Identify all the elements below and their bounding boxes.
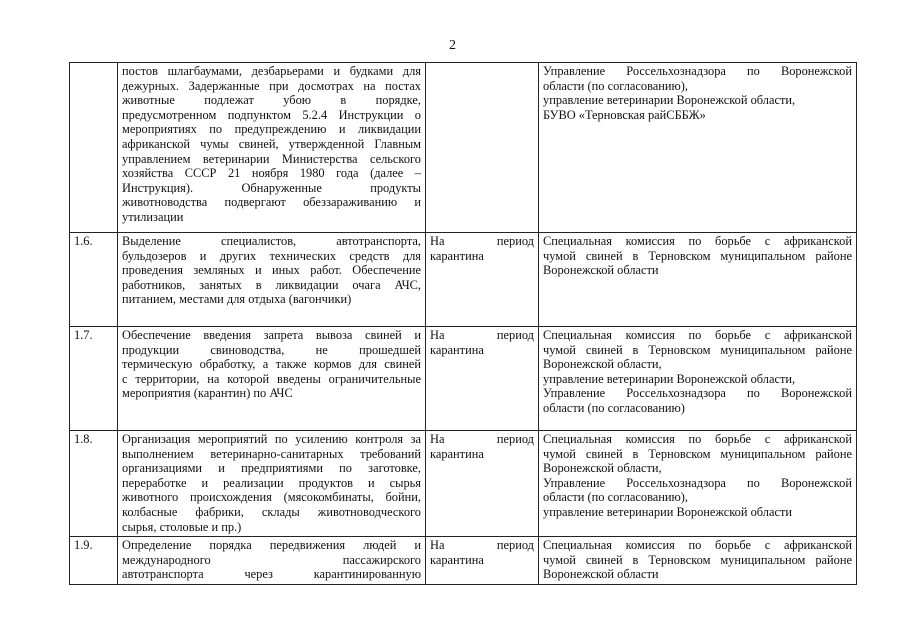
term-line: карантина: [430, 342, 484, 357]
action-line: организациями и предприятиями по заготовке,: [122, 461, 421, 476]
term-line: карантина: [430, 248, 484, 263]
table-row: [70, 233, 857, 327]
responsible-line: области (по согласованию): [543, 400, 685, 415]
term-cell: [426, 327, 539, 431]
responsible-line: чумой свиней в Терновском муниципальном районе: [543, 248, 852, 263]
responsible-line: Специальная комиссия по борьбе с африканской: [543, 328, 852, 342]
action-cell: [118, 431, 426, 537]
row-number: 1.6.: [70, 233, 118, 327]
action-line: питанием, местами для отдыха (вагончики): [122, 292, 352, 307]
action-line: хозяйства СССР 21 ноября 1980 года (далее –: [122, 166, 421, 181]
term-line: На период: [430, 328, 534, 342]
action-cell: [118, 63, 426, 233]
action-line: Организация мероприятий по усилению контроля за: [122, 432, 421, 446]
action-line: Выделение специалистов, автотранспорта,: [122, 234, 421, 248]
table-row: [70, 431, 857, 537]
responsible-line: Воронежской области,: [543, 357, 662, 372]
action-line: переработке и реализации продуктов и сырья: [122, 475, 421, 490]
responsible-cell: [539, 431, 857, 537]
action-line: Определение порядка передвижения людей и: [122, 538, 421, 553]
action-line: дежурных. Задержанные при досмотрах на постах: [122, 78, 421, 93]
responsible-line: чумой свиней в Терновском муниципальном районе: [543, 552, 852, 567]
action-line: термическую обработку, а также кормов для свиней: [122, 357, 421, 372]
responsible-line: Специальная комиссия по борьбе с африканской: [543, 234, 852, 248]
term-cell: [426, 537, 539, 585]
responsible-line: чумой свиней в Терновском муниципальном районе: [543, 342, 852, 357]
action-line: животноводства подвергают обеззараживанию и: [122, 195, 421, 210]
action-line: работников, занятых в ликвидации очага АЧС,: [122, 277, 421, 292]
term-line: На период: [430, 432, 534, 446]
action-line: управлением ветеринарии Министерства сельского: [122, 151, 421, 166]
table-row: [70, 63, 857, 233]
responsible-cell: [539, 63, 857, 233]
table-row: [70, 537, 857, 585]
responsible-cell: [539, 327, 857, 431]
action-line: постов шлагбаумами, дезбарьерами и будками для: [122, 64, 421, 78]
responsible-cell: [539, 537, 857, 585]
action-line: Инструкция). Обнаруженные продукты: [122, 180, 421, 195]
term-line: На период: [430, 234, 534, 248]
action-cell: [118, 537, 426, 585]
action-line: колбасные фабрики, склады животноводческого: [122, 504, 421, 519]
action-line: мероприятия (карантин) по АЧС: [122, 386, 293, 401]
action-cell: [118, 327, 426, 431]
responsible-line: управление ветеринарии Воронежской области,: [543, 371, 796, 386]
action-line: животного происхождения (мясокомбинаты, бойни,: [122, 490, 421, 505]
action-line: продукции свиноводства, не прошедшей: [122, 342, 421, 357]
responsible-line: управление ветеринарии Воронежской области,: [543, 93, 796, 108]
term-line: карантина: [430, 446, 484, 461]
action-line: бульдозеров и других технических средств для: [122, 248, 421, 263]
responsible-line: управление ветеринарии Воронежской области: [543, 504, 793, 519]
responsible-line: Управление Россельхознадзора по Воронежской: [543, 64, 852, 78]
page-number: 2: [449, 38, 456, 53]
term-cell: [426, 431, 539, 537]
responsible-line: Специальная комиссия по борьбе с африканской: [543, 432, 852, 446]
measures-table: [69, 62, 857, 585]
responsible-line: Специальная комиссия по борьбе с африканской: [543, 538, 852, 553]
action-line: сырья, столовые и пр.): [122, 519, 242, 534]
action-line: Обеспечение введения запрета вывоза свиней и: [122, 328, 421, 342]
responsible-line: Воронежской области,: [543, 461, 662, 476]
action-line: автотранспорта через карантинированную: [122, 567, 421, 582]
action-line: с территории, на которой введены ограничительные: [122, 371, 421, 386]
responsible-line: Управление Россельхознадзора по Воронежской: [543, 475, 852, 490]
row-number: 1.7.: [70, 327, 118, 431]
action-line: мероприятиях по предупреждению и ликвидации: [122, 122, 421, 137]
action-line: предусмотренном подпунктом 5.2.4 Инструкции о: [122, 107, 421, 122]
term-line: На период: [430, 538, 534, 553]
responsible-line: области (по согласованию),: [543, 78, 689, 93]
responsible-line: БУВО «Терновская райСББЖ»: [543, 107, 706, 122]
row-number: [70, 63, 118, 233]
action-line: животные подлежат убою в порядке,: [122, 93, 421, 108]
responsible-line: области (по согласованию),: [543, 490, 689, 505]
responsible-line: Управление Россельхознадзора по Воронежской: [543, 386, 852, 401]
row-number: 1.8.: [70, 431, 118, 537]
term-cell: [426, 233, 539, 327]
action-line: проведения земляных и иных работ. Обеспечение: [122, 263, 421, 278]
responsible-line: чумой свиней в Терновском муниципальном районе: [543, 446, 852, 461]
responsible-line: Воронежской области: [543, 567, 659, 582]
responsible-line: Воронежской области: [543, 263, 659, 278]
action-line: утилизации: [122, 209, 184, 224]
action-line: африканской чумы свиней, утвержденной Главным: [122, 136, 421, 151]
term-cell: [426, 63, 539, 233]
responsible-cell: [539, 233, 857, 327]
row-number: 1.9.: [70, 537, 118, 585]
action-line: выполнением ветеринарно-санитарных требований: [122, 446, 421, 461]
table-row: [70, 327, 857, 431]
action-line: международного пассажирского: [122, 552, 421, 567]
action-cell: [118, 233, 426, 327]
term-line: карантина: [430, 552, 484, 567]
